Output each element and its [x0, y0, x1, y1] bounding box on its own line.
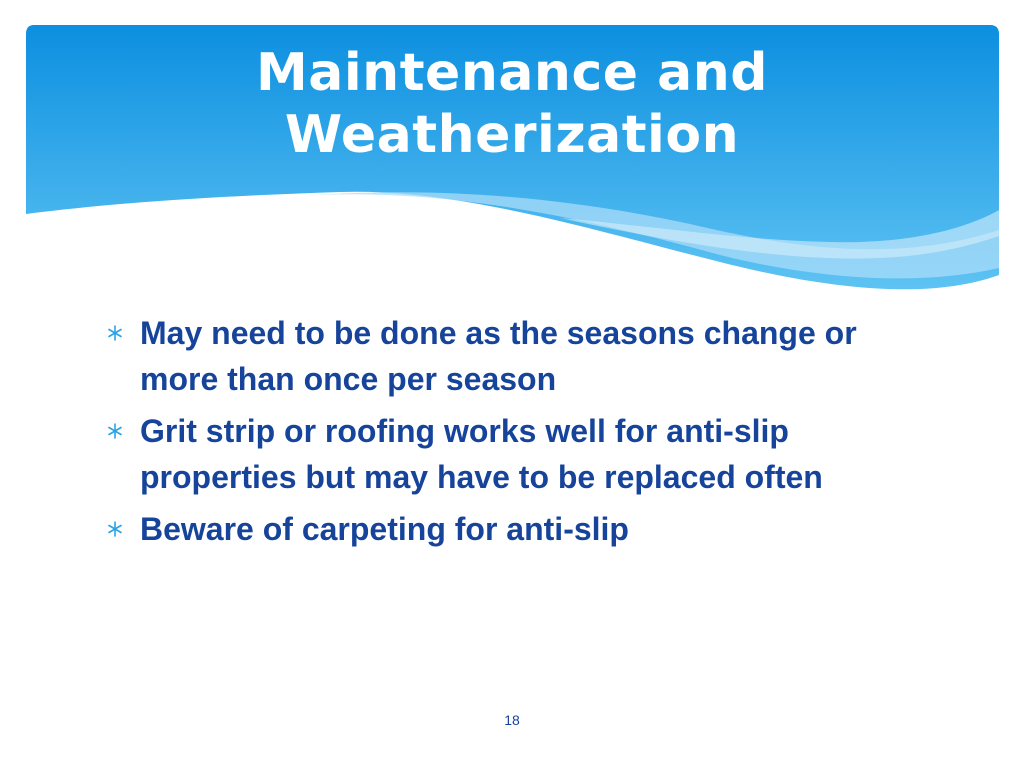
bullet-text: Beware of carpeting for anti-slip [140, 511, 629, 547]
bullet-text: Grit strip or roofing works well for anti-slip properties but may have to be replaced often [140, 413, 823, 495]
page-number: 18 [504, 712, 520, 728]
asterisk-icon [104, 506, 126, 552]
bullet-item [104, 506, 904, 552]
bullet-text: May need to be done as the seasons change or more than once per season [140, 315, 857, 397]
bullet-list [104, 310, 904, 558]
asterisk-icon [104, 408, 126, 454]
slide-title: Maintenance and Weatherization [256, 43, 768, 165]
asterisk-icon [104, 310, 126, 356]
bullet-item [104, 310, 904, 402]
bullet-item [104, 408, 904, 500]
